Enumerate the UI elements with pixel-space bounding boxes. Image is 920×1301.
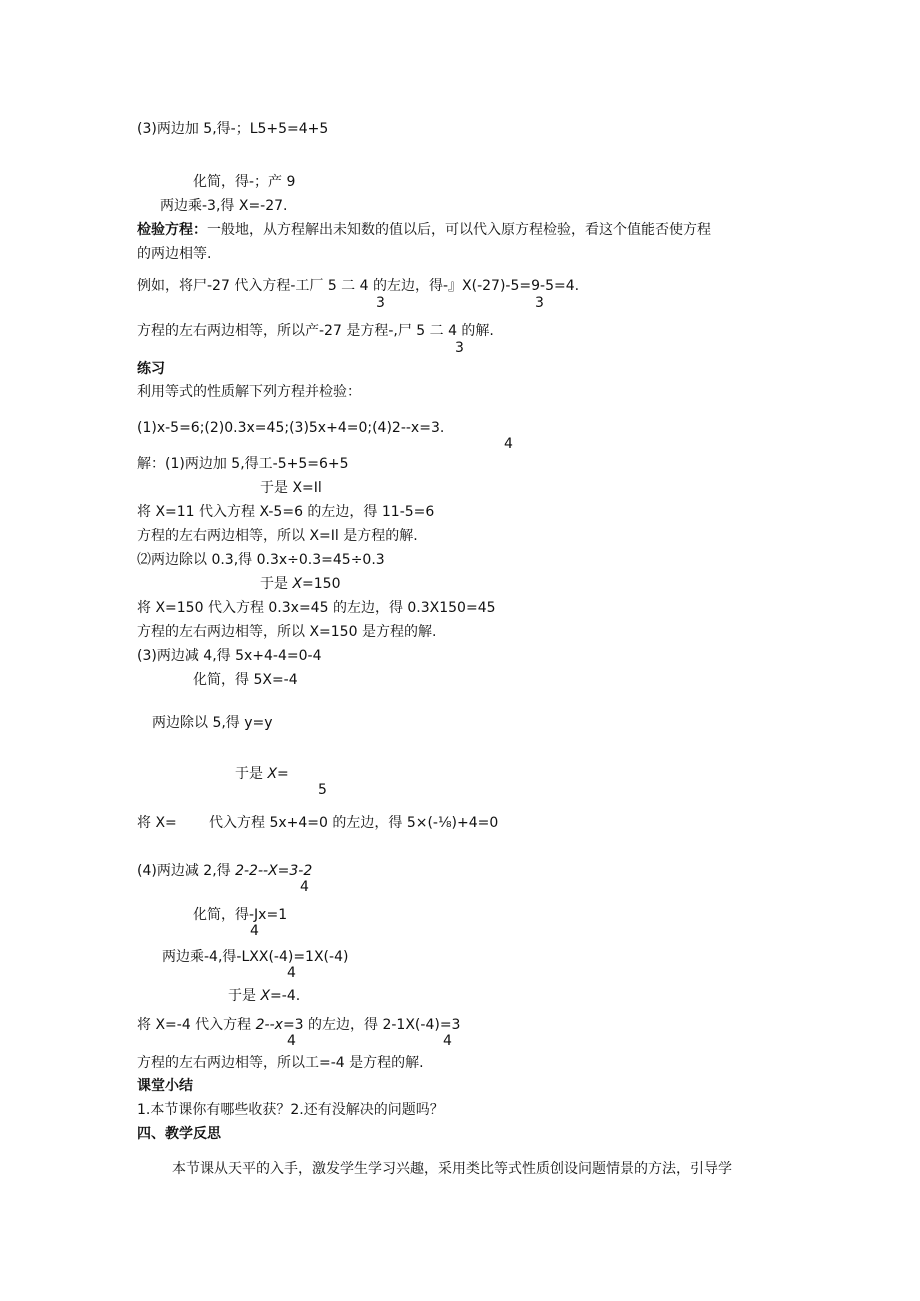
- solution-3-simplify: 化简，得 5X=-4: [193, 672, 298, 688]
- fraction-denominator: 5: [318, 782, 327, 798]
- step-equation: 2-2--X=3-2: [235, 863, 313, 879]
- practice-equations: (1)x-5=6;(2)0.3x=45;(3)5x+4=0;(4)2--x=3.: [137, 420, 445, 436]
- solution-3-step: (3)两边减 4,得 5x+4-4=0-4: [137, 648, 322, 664]
- result-prefix: 于是: [260, 576, 293, 592]
- result-prefix: 于是: [228, 988, 261, 1004]
- check-equation-continued: 的两边相等.: [137, 246, 212, 262]
- solution-3-divide: 两边除以 5,得 y=y: [152, 715, 273, 731]
- fraction-denominator: 3: [455, 340, 464, 356]
- reflection-paragraph: 本节课从天平的入手，激发学生学习兴趣，采用类比等式性质创设问题情景的方法，引导学: [172, 1161, 732, 1177]
- solution-2-conclusion: 方程的左右两边相等，所以 X=150 是方程的解.: [137, 624, 437, 640]
- step-simplify: 化简，得-；产 9: [193, 174, 296, 190]
- solution-1-step: 解：(1)两边加 5,得工-5+5=6+5: [137, 456, 349, 472]
- example-conclusion: 方程的左右两边相等，所以产-27 是方程-,尸 5 二 4 的解.: [137, 323, 494, 339]
- step-text: (4)两边减 2,得: [137, 863, 236, 879]
- fraction-denominator: 3: [376, 295, 385, 311]
- variable-x: X: [260, 988, 271, 1004]
- check-equation-label: 检验方程：: [137, 222, 207, 238]
- practice-instruction: 利用等式的性质解下列方程并检验：: [137, 384, 361, 400]
- fraction-denominator: 4: [250, 923, 259, 939]
- fraction-denominator: 4: [300, 879, 309, 895]
- solution-2-step: ⑵两边除以 0.3,得 0.3x÷0.3=45÷0.3: [137, 552, 385, 568]
- solution-4-check: [137, 1016, 460, 1034]
- fraction-denominator: 4: [504, 436, 513, 452]
- check-text-continued: =3 的左边，得 2-1X(-4)=3: [282, 1017, 461, 1033]
- check-text: 将 X=-4 代入方程: [137, 1017, 256, 1033]
- check-equation-paragraph: [137, 221, 711, 239]
- solution-3-result: [235, 765, 289, 783]
- variable-x: X: [292, 576, 303, 592]
- solution-1-conclusion: 方程的左右两边相等，所以 X=Il 是方程的解.: [137, 528, 418, 544]
- solution-3-check: 代入方程 5x+4=0 的左边，得 5×(-⅛)+4=0: [209, 815, 499, 831]
- solution-2-check: 将 X=150 代入方程 0.3x=45 的左边，得 0.3X150=45: [137, 600, 496, 616]
- step-multiply: 两边乘-3,得 X=-27.: [160, 198, 288, 214]
- fraction-denominator: 4: [287, 965, 296, 981]
- fraction-denominator: 4: [443, 1033, 452, 1049]
- solution-4-conclusion: 方程的左右两边相等，所以工=-4 是方程的解.: [137, 1055, 424, 1071]
- result-value: X=: [267, 766, 289, 782]
- solution-4-simplify: 化简，得-Jx=1: [193, 907, 288, 923]
- section-heading-reflection: 四、教学反思: [137, 1126, 221, 1142]
- example-line: 例如，将尸-27 代入方程-工厂 5 二 4 的左边，得-』X(-27)-5=9-5=4.: [137, 278, 580, 294]
- solution-4-result: [228, 987, 300, 1005]
- solution-4-multiply: 两边乘-4,得-LXX(-4)=1X(-4): [162, 949, 349, 965]
- solution-1-result: 于是 X=Il: [260, 480, 322, 496]
- fraction-denominator: 4: [287, 1033, 296, 1049]
- solution-3-check-prefix: 将 X=: [137, 815, 177, 831]
- solution-1-check: 将 X=11 代入方程 X-5=6 的左边，得 11-5=6: [137, 504, 435, 520]
- section-heading-practice: 练习: [137, 361, 165, 377]
- result-value: =-4.: [270, 988, 301, 1004]
- check-equation: 2--x: [255, 1017, 283, 1033]
- step-add-5: (3)两边加 5,得-；L5+5=4+5: [137, 121, 329, 137]
- solution-2-result: [260, 575, 341, 593]
- check-equation-text: 一般地，从方程解出未知数的值以后，可以代入原方程检验，看这个值能否使方程: [207, 222, 711, 238]
- summary-questions: 1.本节课你有哪些收获？2.还有没解决的问题吗？: [137, 1102, 444, 1118]
- section-heading-summary: 课堂小结: [137, 1078, 193, 1094]
- solution-4-step: [137, 862, 312, 880]
- result-prefix: 于是: [235, 766, 268, 782]
- result-value: =150: [302, 576, 341, 592]
- fraction-denominator: 3: [535, 295, 544, 311]
